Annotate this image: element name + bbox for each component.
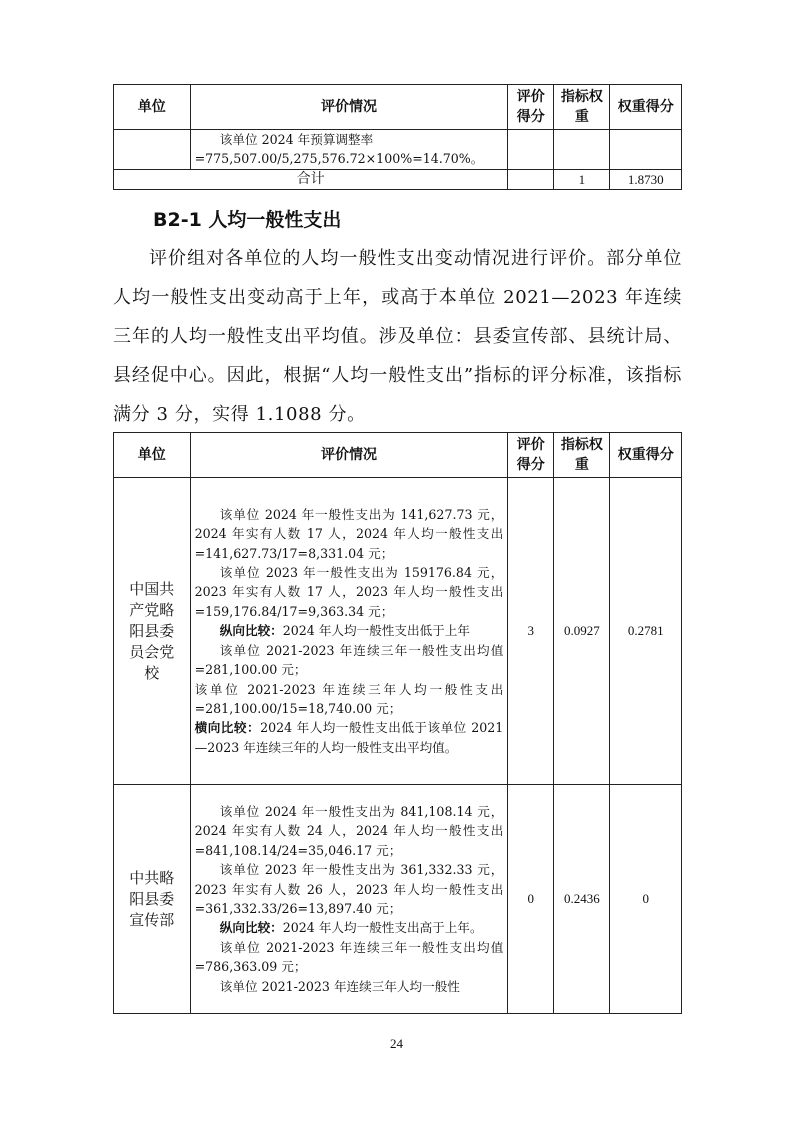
vertical-compare-label: 纵向比较： <box>219 920 283 936</box>
eval-para <box>195 718 504 757</box>
horizontal-compare-label: 横向比较： <box>194 720 261 736</box>
header-eval-score: 评价得分 <box>508 85 554 130</box>
table-continued <box>113 84 682 190</box>
eval-para: 该单位 2023 年一般性支出为 159176.84 元，2023 年实有人数 17 人，2023 年人均一般性支出=159,176.84/17=9,363.34 元； <box>194 565 504 619</box>
eval-line: =775,507.00/5,275,576.72×100%=14.70%。 <box>194 151 484 167</box>
table-header-row <box>114 433 682 478</box>
table-header-row <box>114 85 682 130</box>
cell-evaluation <box>190 478 508 785</box>
cell-unit <box>114 130 191 170</box>
section-paragraph <box>113 239 682 434</box>
eval-para <box>195 621 504 640</box>
vertical-compare-text: 2024 年人均一般性支出高于上年。 <box>282 920 483 936</box>
cell-index-weight <box>554 130 610 170</box>
cell-evaluation <box>190 785 508 1014</box>
eval-para: 该单位 2021-2023 年连续三年人均一般性 <box>219 978 460 994</box>
cell-index-weight: 0.2436 <box>554 785 610 1014</box>
header-evaluation: 评价情况 <box>190 433 508 478</box>
eval-para: 该单位 2023 年一般性支出为 361,332.33 元，2023 年实有人数 26 人，2023 年人均一般性支出=361,332.33/26=13,897.40 元； <box>194 862 504 916</box>
eval-para: 该单位 2021-2023 年连续三年一般性支出均值=281,100.00 元； <box>194 642 504 678</box>
header-evaluation: 评价情况 <box>190 85 508 130</box>
total-row <box>114 169 682 190</box>
header-index-weight: 指标权重 <box>554 433 610 478</box>
table-row <box>114 785 682 1014</box>
eval-para: 该单位 2021-2023 年连续三年人均一般性支出=281,100.00/15=18,740.00 元； <box>194 681 504 716</box>
header-index-weight: 指标权重 <box>554 85 610 130</box>
header-unit: 单位 <box>114 85 191 130</box>
header-weighted-score: 权重得分 <box>610 85 682 130</box>
cell-unit: 中国共产党略阳县委员会党校 <box>114 478 191 785</box>
total-label: 合计 <box>114 169 508 190</box>
header-weighted-score: 权重得分 <box>610 433 682 478</box>
total-index-weight: 1 <box>554 169 610 190</box>
table-per-capita-expenditure <box>113 432 682 1014</box>
eval-line: 该单位 2024 年预算调整率 <box>219 132 374 147</box>
cell-weighted-score <box>610 130 682 170</box>
cell-evaluation <box>190 130 508 170</box>
paragraph-text: 评价组对各单位的人均一般性支出变动情况进行评价。部分单位人均一般性支出变动高于上年，或高于本单位 2021—2023 年连续三年的人均一般性支出平均值。涉及单位：县委宣传部、县统计局、县经促中心。因此，根据“人均一般性支出”指标的评分标准，该指标满分 3 分，实得 1.1088 分。 <box>113 248 682 425</box>
horizontal-compare-text: 2024 年人均一般性支出低于该单位 2021—2023 年连续三年的人均一般性支出平均值。 <box>194 720 504 755</box>
cell-weighted-score: 0 <box>610 785 682 1014</box>
cell-eval-score: 3 <box>508 478 554 785</box>
total-eval-score <box>508 169 554 190</box>
eval-para: 该单位 2024 年一般性支出为 841,108.14 元，2024 年实有人数 24 人，2024 年人均一般性支出=841,108.14/24=35,046.17 元； <box>194 803 504 858</box>
cell-eval-score: 0 <box>508 785 554 1014</box>
total-weighted-score: 1.8730 <box>610 169 682 190</box>
vertical-compare-label: 纵向比较： <box>219 623 283 639</box>
cell-eval-score <box>508 130 554 170</box>
eval-para: 该单位 2021-2023 年连续三年一般性支出均值=786,363.09 元； <box>194 939 504 975</box>
cell-weighted-score: 0.2781 <box>610 478 682 785</box>
eval-para <box>195 918 504 937</box>
header-eval-score: 评价得分 <box>508 433 554 478</box>
table-row <box>114 478 682 785</box>
section-heading: B2-1 人均一般性支出 <box>153 209 342 231</box>
page-number: 24 <box>390 1036 403 1051</box>
cell-unit: 中共略阳县委宣传部 <box>114 785 191 1014</box>
cell-index-weight: 0.0927 <box>554 478 610 785</box>
eval-para: 该单位 2024 年一般性支出为 141,627.73 元，2024 年实有人数 17 人，2024 年人均一般性支出=141,627.73/17=8,331.04 元； <box>194 506 504 561</box>
header-unit: 单位 <box>114 433 191 478</box>
vertical-compare-text: 2024 年人均一般性支出低于上年 <box>282 623 470 639</box>
table-row <box>114 130 682 170</box>
